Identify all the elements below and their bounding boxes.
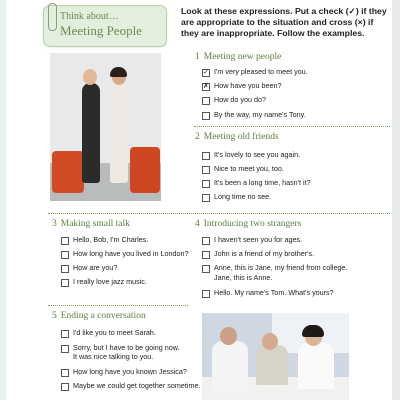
woman-light-suit [110,83,128,183]
checkbox-2-2[interactable] [202,166,210,174]
item-3-3: How are you? [73,263,118,272]
page-edge-left [0,0,6,400]
page-edge-right [392,0,400,400]
item-4-1: I haven't seen you for ages. [214,235,303,244]
section-1-title: 1 Meeting new people [195,52,282,62]
item-4-4: Hello. My name's Tom. What's yours? [214,288,334,297]
divider [194,126,390,127]
item-4-3: Anne, this is Jane, my friend from college. [214,263,348,272]
checkbox-5-4[interactable] [61,383,69,391]
header-big-title: Meeting People [60,23,142,38]
checkbox-4-3[interactable] [202,265,210,273]
item-3-4: I really love jazz music. [73,277,147,286]
header-small-title: Think about… [60,11,119,22]
checkbox-3-1[interactable] [61,237,69,245]
orange-chair-left [52,151,84,193]
checkbox-1-1[interactable]: ✓ [203,69,209,76]
item-5-1: I'd like you to meet Sarah. [73,328,156,337]
item-5-2: Sorry, but I have to be going now. [73,343,180,352]
item-4-3-line2: Jane, this is Anne. [214,273,273,282]
woman-dark-suit [82,83,100,183]
item-1-4: By the way, my name's Tony. [214,110,306,119]
woman-seated [298,343,334,389]
section-3-title: 3 Making small talk [52,219,130,229]
item-2-4: Long time no see. [214,192,272,201]
photo-business-meeting [202,313,349,400]
checkbox-4-1[interactable] [202,237,210,245]
item-2-2: Nice to meet you, too. [214,164,284,173]
item-5-3: How long have you known Jessica? [73,367,187,376]
checkbox-5-3[interactable] [61,369,69,377]
checkbox-1-3[interactable] [202,97,210,105]
divider [48,213,390,214]
man-seated [256,345,288,385]
checkbox-2-1[interactable] [202,152,210,160]
paperclip-icon [48,3,57,31]
item-1-2: How have you been? [214,81,282,90]
item-2-3: It's been a long time, hasn't it? [214,178,311,187]
checkbox-5-1[interactable] [61,330,69,338]
checkbox-3-4[interactable] [61,279,69,287]
item-3-1: Hello, Bob, I'm Charles. [73,235,149,244]
checkbox-4-4[interactable] [202,290,210,298]
item-1-1: I'm very pleased to meet you. [214,67,308,76]
section-4-title: 4 Introducing two strangers [195,219,302,229]
man-white-shirt [212,341,248,391]
checkbox-2-3[interactable] [202,180,210,188]
item-2-1: It's lovely to see you again. [214,150,301,159]
section-2-title: 2 Meeting old friends [195,132,279,142]
checkbox-3-3[interactable] [61,265,69,273]
checkbox-3-2[interactable] [61,251,69,259]
divider [48,305,188,306]
item-1-3: How do you do? [214,95,266,104]
item-5-2-line2: It was nice talking to you. [73,352,154,361]
checkbox-1-4[interactable] [202,112,210,120]
item-3-2: How long have you lived in London? [73,249,189,258]
checkbox-1-2[interactable]: ✗ [203,83,209,90]
instructions-text: Look at these expressions. Put a check (✓) if they are appropriate to the situation and cross (×) if they are inappropriate. Follow the examples. [181,6,387,38]
photo-handshake-women [50,53,161,201]
checkbox-4-2[interactable] [202,251,210,259]
orange-chair-right [130,147,160,193]
item-4-2: John is a friend of my brother's. [214,249,315,258]
checkbox-5-2[interactable] [61,345,69,353]
item-5-4: Maybe we could get together sometime. [73,381,201,390]
section-5-title: 5 Ending a conversation [52,311,146,321]
checkbox-2-4[interactable] [202,194,210,202]
